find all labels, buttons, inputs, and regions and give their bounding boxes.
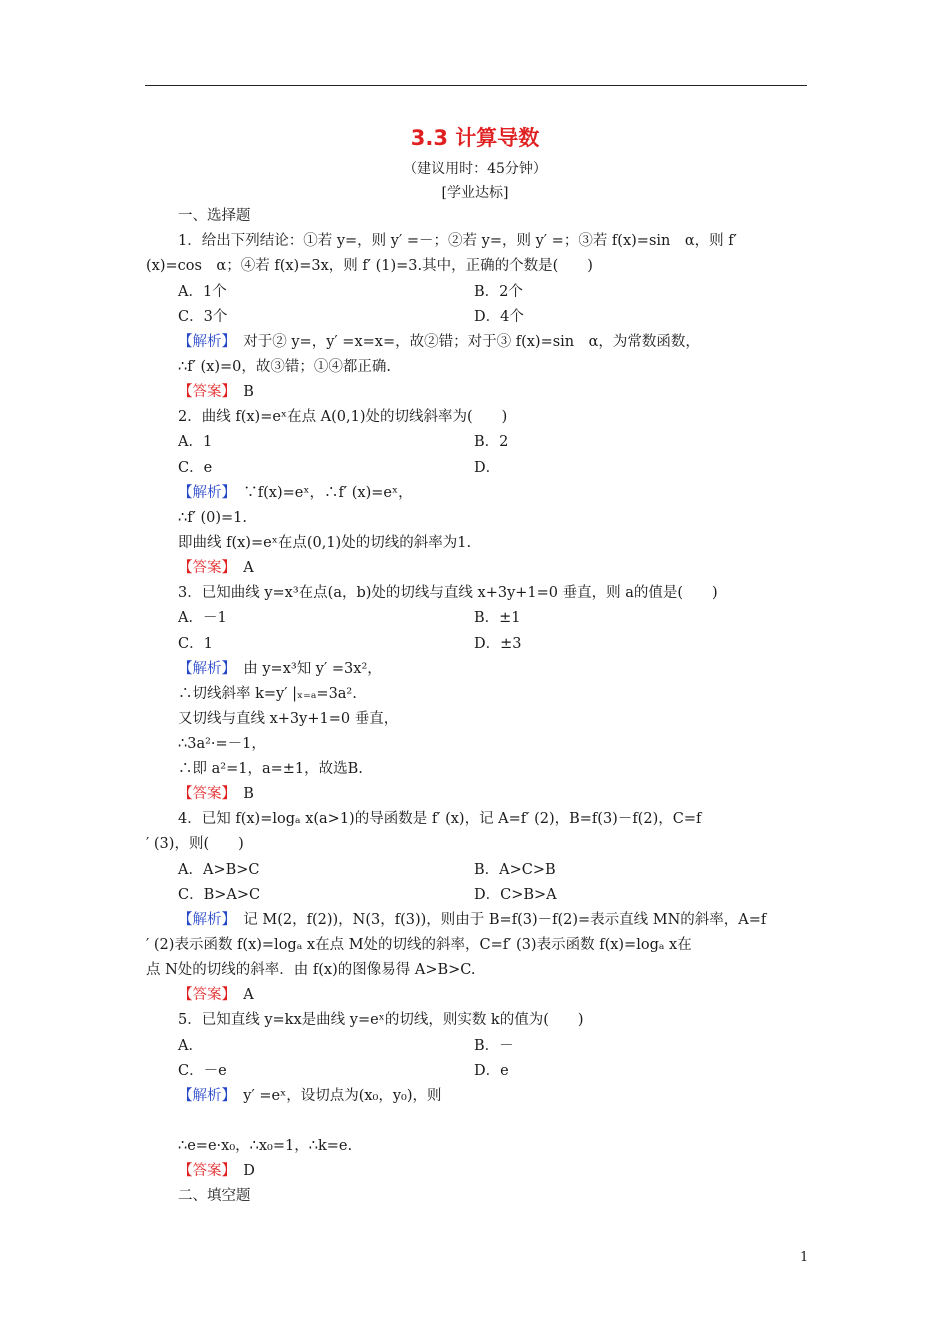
q4-option-d: D．C>B>A [474,887,557,903]
q5-answer: 【答案】 D [178,1163,255,1179]
q4-solution-line2: ′ (2)表示函数 f(x)=logₐ x在点 M处的切线的斜率，C=f′ (3)表示函数 f(x)=logₐ x在 [146,937,692,953]
analysis-tag: 【解析】 [178,334,229,350]
q3-stem: 3．已知曲线 y=x³在点(a，b)处的切线与直线 x+3y+1=0 垂直，则 a的值是( ) [178,585,718,601]
q1-solution-line2: ∴f′ (x)=0，故③错；①④都正确. [178,359,391,375]
analysis-tag: 【解析】 [178,661,229,677]
q4-option-c: C．B>A>C [178,887,261,903]
q4-option-a: A．A>B>C [178,862,260,878]
analysis-tag: 【解析】 [178,485,229,501]
q5-solution-line2: ∴e=e·x₀，∴x₀=1，∴k=e. [178,1138,353,1154]
q2-option-a: A．1 [178,434,213,450]
q4-solution-line1: 【解析】 记 M(2，f(2))，N(3，f(3))，则由于 B=f(3)－f(2)=表示直线 MN的斜率，A=f [178,912,767,928]
q1-option-a: A．1个 [178,284,227,300]
q2-option-c: C．e [178,460,213,476]
q3-answer: 【答案】 B [178,786,254,802]
q3-option-d: D．±3 [474,636,522,652]
answer-tag: 【答案】 [178,384,229,400]
q3-option-b: B．±1 [474,610,521,626]
page-number: 1 [800,1250,809,1265]
q2-option-b: B．2 [474,434,509,450]
q3-solution-line4: ∴3a²·=－1， [178,736,266,752]
q2-solution-line3: 即曲线 f(x)=eˣ在点(0,1)处的切线的斜率为1. [178,535,472,551]
q1-option-c: C．3个 [178,309,228,325]
q5-option-a: A． [178,1038,203,1054]
q5-option-b: B．－ [474,1038,514,1054]
part1-heading: 一、选择题 [178,208,251,224]
analysis-tag: 【解析】 [178,912,229,928]
suggested-time: （建议用时：45分钟） [403,161,547,177]
q4-answer: 【答案】 A [178,987,254,1003]
q4-option-b: B．A>C>B [474,862,556,878]
q3-solution-line3: 又切线与直线 x+3y+1=0 垂直， [178,711,399,727]
q2-answer: 【答案】 A [178,560,254,576]
q1-stem-line2: (x)=cos α；④若 f(x)=3x，则 f′ (1)=3.其中，正确的个数是( ) [146,258,593,274]
q1-answer: 【答案】 B [178,384,254,400]
q3-option-a: A．－1 [178,610,227,626]
q3-solution-line5: ∴即 a²=1，a=±1，故选B. [178,761,363,777]
q1-option-b: B．2个 [474,284,523,300]
part2-heading: 二、填空题 [178,1188,251,1204]
answer-tag: 【答案】 [178,786,229,802]
answer-tag: 【答案】 [178,1163,229,1179]
analysis-tag: 【解析】 [178,1088,229,1104]
q5-option-d: D．e [474,1063,509,1079]
q3-solution-line2: ∴切线斜率 k=y′ |ₓ₌ₐ=3a². [178,686,357,702]
answer-tag: 【答案】 [178,560,229,576]
q5-option-c: C．－e [178,1063,227,1079]
q3-option-c: C．1 [178,636,213,652]
q4-stem-line2: ′ (3)，则( ) [146,836,244,852]
answer-tag: 【答案】 [178,987,229,1003]
q2-solution-line2: ∴f′ (0)=1. [178,510,248,526]
q4-solution-line3: 点 N处的切线的斜率．由 f(x)的图像易得 A>B>C. [146,962,476,978]
q2-option-d: D． [474,460,501,476]
header-rule [145,85,807,86]
q2-solution-line1: 【解析】 ∵f(x)=eˣ，∴f′ (x)=eˣ， [178,485,413,501]
q3-solution-line1: 【解析】 由 y=x³知 y′ =3x²， [178,661,382,677]
section-tag: [学业达标] [441,185,509,201]
q4-stem-line1: 4．已知 f(x)=logₐ x(a>1)的导函数是 f′ (x)，记 A=f′ (2)，B=f(3)－f(2)，C=f [178,811,702,827]
q5-solution-line1: 【解析】 y′ =eˣ，设切点为(x₀，y₀)，则 [178,1088,442,1104]
q5-stem: 5．已知直线 y=kx是曲线 y=eˣ的切线，则实数 k的值为( ) [178,1012,584,1028]
q2-stem: 2．曲线 f(x)=eˣ在点 A(0,1)处的切线斜率为( ) [178,409,508,425]
q1-stem-line1: 1．给出下列结论：①若 y=，则 y′ =－；②若 y=，则 y′ =；③若 f(x)=sin α，则 f′ [178,233,737,249]
q1-solution-line1: 【解析】 对于② y=，y′ =x=x=，故②错；对于③ f(x)=sin α，为常数函数， [178,334,700,350]
page-title: 3.3 计算导数 [410,126,540,150]
q1-option-d: D．4个 [474,309,524,325]
